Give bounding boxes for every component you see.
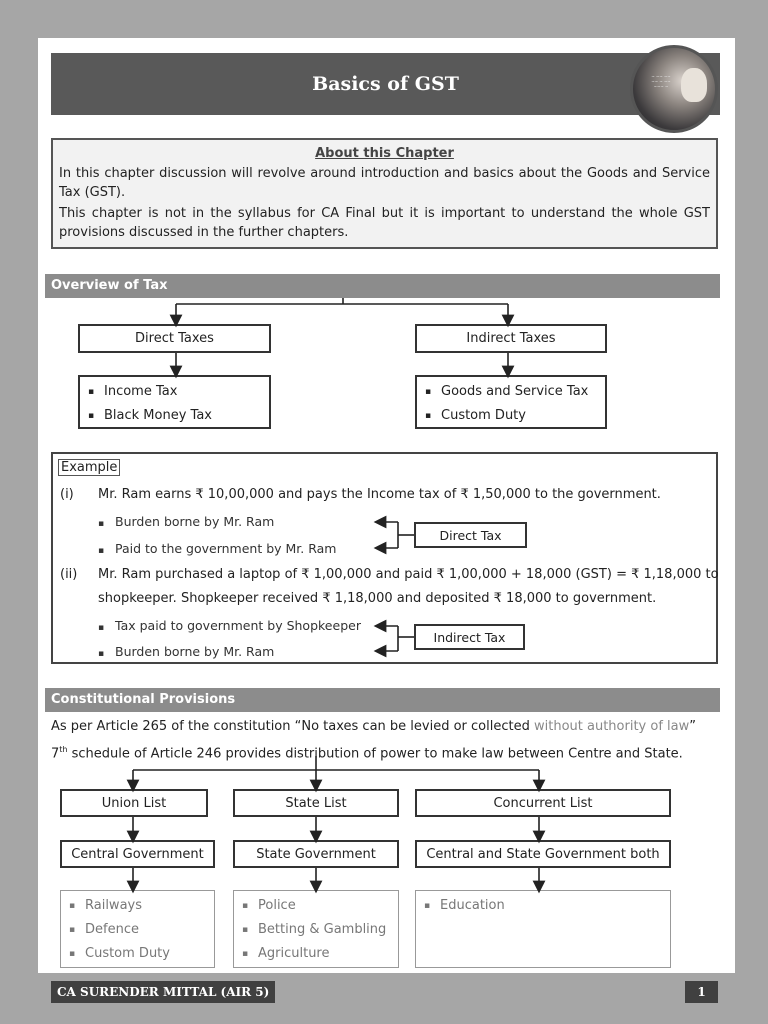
concurrent-list-box <box>415 789 671 817</box>
indirect-taxes-box <box>415 324 607 353</box>
union-list-box <box>60 789 208 817</box>
concurrent-list-label: Concurrent List <box>493 795 593 811</box>
example-ii-line-2: shopkeeper. Shopkeeper received ₹ 1,18,000 and deposited ₹ 18,000 to government. <box>98 591 657 606</box>
example-ii-bullet-1: ▪ Tax paid to government by Shopkeeper <box>98 618 361 633</box>
list-item: ▪ Goods and Service Tax <box>425 380 605 404</box>
example-ii-bullet-2-text: Burden borne by Mr. Ram <box>115 644 275 659</box>
example-i-bullet-2-text: Paid to the government by Mr. Ram <box>115 541 337 556</box>
about-heading: About this Chapter <box>315 146 454 161</box>
article-246-text: schedule of Article 246 provides distribution of power to make law between Centre and State. <box>67 746 683 762</box>
indirect-taxes-list <box>415 375 607 429</box>
article-265-text: As per Article 265 of the constitution “No taxes can be levied or collected <box>51 719 534 734</box>
state-list-box <box>233 789 399 817</box>
state-list-label: State List <box>285 795 347 811</box>
list-item: ▪ Custom Duty <box>425 404 605 428</box>
example-i-bullet-2: ▪ Paid to the government by Mr. Ram <box>98 541 337 556</box>
both-government-label: Central and State Government both <box>426 846 660 862</box>
indirect-taxes-label: Indirect Taxes <box>466 331 556 346</box>
direct-tax-tag-text: Direct Tax <box>439 527 502 543</box>
logo-script-icon: ~ ~~ ~~ ~~ ~ ~~ ~~~ ~ <box>651 74 671 89</box>
both-government-box <box>415 840 671 868</box>
concurrent-subjects-list <box>415 890 671 968</box>
article-265-highlight: without authority of law <box>533 719 690 734</box>
direct-taxes-box <box>78 324 271 353</box>
direct-taxes-label: Direct Taxes <box>135 331 214 346</box>
example-i-bullet-1-text: Burden borne by Mr. Ram <box>115 514 275 529</box>
example-i-bullet-1: ▪ Burden borne by Mr. Ram <box>98 514 275 529</box>
example-i-text: Mr. Ram earns ₹ 10,00,000 and pays the Income tax of ₹ 1,50,000 to the government. <box>98 487 661 502</box>
page-title-text: Basics of GST <box>312 73 459 95</box>
list-item: ▪ Education <box>424 894 670 918</box>
example-label: Example <box>58 459 120 476</box>
list-item: ▪ Betting & Gambling <box>242 918 398 942</box>
list-item: ▪ Custom Duty <box>69 942 214 966</box>
example-ii-bullet-2: ▪ Burden borne by Mr. Ram <box>98 644 275 659</box>
article-246-number: 7 <box>51 746 60 762</box>
article-246-sup: th <box>59 745 68 754</box>
overview-heading: Overview of Tax <box>45 274 720 298</box>
list-item: ▪ Railways <box>69 894 214 918</box>
indirect-tax-tag-text: Indirect Tax <box>433 629 506 645</box>
page-number: 1 <box>685 981 718 1003</box>
central-government-label: Central Government <box>71 846 204 862</box>
about-paragraph-2: This chapter is not in the syllabus for CA Final but it is important to understand the whole GST provisions discussed in the further chapters. <box>59 206 710 240</box>
example-i-number: (i) <box>60 487 74 502</box>
article-265-line <box>51 719 696 734</box>
logo-face-icon <box>681 68 707 102</box>
list-item: ▪ Income Tax <box>88 380 269 404</box>
example-ii-bullet-1-text: Tax paid to government by Shopkeeper <box>115 618 361 633</box>
list-item: ▪ Agriculture <box>242 942 398 966</box>
about-paragraph-1: In this chapter discussion will revolve around introduction and basics about the Goods and Service Tax (GST). <box>59 166 710 200</box>
example-ii-line-1: Mr. Ram purchased a laptop of ₹ 1,00,000 and paid ₹ 1,00,000 + 18,000 (GST) = ₹ 1,18,000 to <box>98 567 719 582</box>
about-chapter-box <box>51 138 718 249</box>
page-title <box>51 53 720 115</box>
article-246-line <box>51 745 683 761</box>
list-item: ▪ Black Money Tax <box>88 404 269 428</box>
state-government-label: State Government <box>256 846 376 862</box>
union-subjects-list <box>60 890 215 968</box>
state-subjects-list <box>233 890 399 968</box>
direct-tax-tag <box>414 522 527 548</box>
union-list-label: Union List <box>101 795 167 811</box>
example-ii-number: (ii) <box>60 567 78 582</box>
state-government-box <box>233 840 399 868</box>
article-265-quote: ” <box>689 719 696 734</box>
direct-taxes-list <box>78 375 271 429</box>
central-government-box <box>60 840 215 868</box>
constitutional-heading: Constitutional Provisions <box>45 688 720 712</box>
indirect-tax-tag <box>414 624 525 650</box>
footer-author: CA SURENDER MITTAL (AIR 5) <box>51 981 275 1003</box>
list-item: ▪ Police <box>242 894 398 918</box>
list-item: ▪ Defence <box>69 918 214 942</box>
portrait-logo-icon <box>630 45 718 133</box>
